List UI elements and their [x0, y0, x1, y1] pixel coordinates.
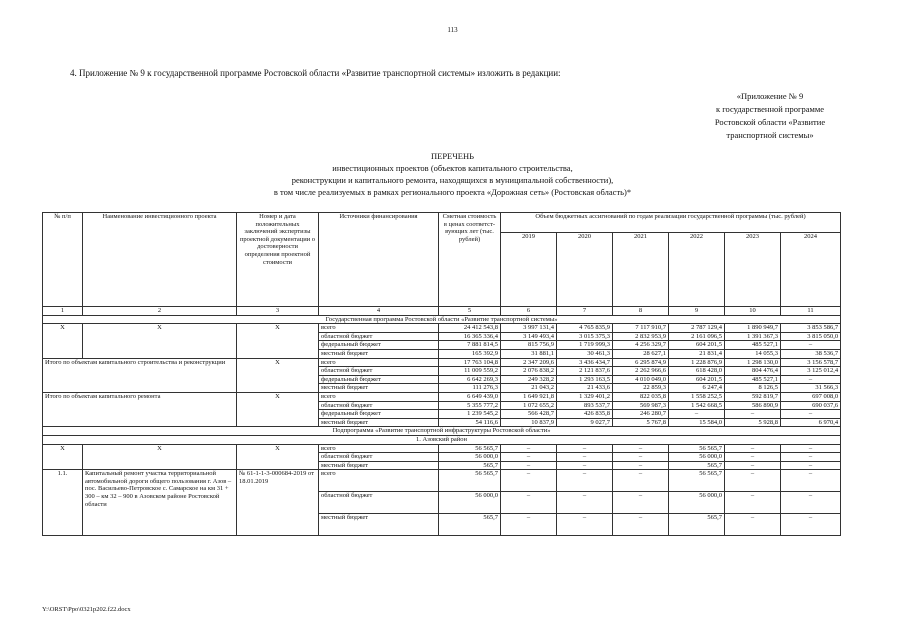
funding-source: местный бюджет — [319, 514, 439, 536]
value-cell: 21 043,2 — [501, 384, 557, 393]
funding-source: всего — [319, 358, 439, 367]
group-district-num: Х — [43, 444, 83, 470]
value-cell: 6 649 439,0 — [439, 392, 501, 401]
value-cell: 618 428,0 — [669, 367, 725, 376]
value-cell: 54 116,6 — [439, 418, 501, 427]
group-program-num: Х — [43, 324, 83, 358]
funding-source: всего — [319, 324, 439, 333]
value-cell: 3 997 131,4 — [501, 324, 557, 333]
value-cell: 22 859,3 — [613, 384, 669, 393]
value-cell: – — [557, 492, 613, 514]
value-cell: – — [781, 410, 841, 419]
value-cell: – — [781, 341, 841, 350]
value-cell: 56 565,7 — [669, 470, 725, 492]
value-cell: – — [613, 514, 669, 536]
group-district-row — [43, 444, 841, 453]
value-cell: 2 787 129,4 — [669, 324, 725, 333]
header-year: 2022 — [669, 233, 725, 307]
funding-source: федеральный бюджет — [319, 375, 439, 384]
value-cell: 1 391 367,3 — [725, 332, 781, 341]
group-program-name: Х — [83, 324, 237, 358]
value-cell: 9 027,7 — [557, 418, 613, 427]
header-name: Наименование инвестиционного проекта — [83, 213, 237, 307]
value-cell: 2 121 837,6 — [557, 367, 613, 376]
value-cell: – — [613, 470, 669, 492]
funding-source: областной бюджет — [319, 401, 439, 410]
value-cell: 10 837,9 — [501, 418, 557, 427]
appendix-line: «Приложение № 9 — [736, 91, 804, 101]
value-cell: 111 276,3 — [439, 384, 501, 393]
header-year: 2021 — [613, 233, 669, 307]
value-cell: 565,7 — [439, 461, 501, 470]
funding-source: областной бюджет — [319, 367, 439, 376]
header-expertise: Номер и дата положительных заключений экспертизы проектной документации о достоверности определения проектной стоимости — [237, 213, 319, 307]
value-cell: 822 035,8 — [613, 392, 669, 401]
group-program-row — [43, 324, 841, 333]
value-cell: 21 831,4 — [669, 349, 725, 358]
value-cell: 697 008,0 — [781, 392, 841, 401]
value-cell: 4 256 329,7 — [613, 341, 669, 350]
value-cell: 7 117 910,7 — [613, 324, 669, 333]
value-cell: – — [725, 492, 781, 514]
value-cell: 165 392,9 — [439, 349, 501, 358]
title-line: реконструкции и капитального ремонта, находящихся в муниципальной собственности), — [291, 175, 614, 185]
column-number: 11 — [781, 307, 841, 316]
value-cell: 569 987,3 — [613, 401, 669, 410]
value-cell: 31 566,3 — [781, 384, 841, 393]
value-cell: 5 355 777,2 — [439, 401, 501, 410]
column-number: 5 — [439, 307, 501, 316]
value-cell: – — [781, 453, 841, 462]
group-district-name: Х — [83, 444, 237, 470]
value-cell: 1 329 401,2 — [557, 392, 613, 401]
value-cell: – — [501, 470, 557, 492]
value-cell: – — [725, 461, 781, 470]
column-number: 9 — [669, 307, 725, 316]
funding-source: областной бюджет — [319, 492, 439, 514]
value-cell: – — [501, 514, 557, 536]
value-cell: 38 536,7 — [781, 349, 841, 358]
value-cell: 1 890 949,7 — [725, 324, 781, 333]
value-cell: 6 970,4 — [781, 418, 841, 427]
appendix-line: Ростовской области «Развитие — [714, 117, 826, 127]
value-cell: 246 280,7 — [613, 410, 669, 419]
value-cell: – — [501, 492, 557, 514]
funding-source: всего — [319, 444, 439, 453]
value-cell: – — [557, 461, 613, 470]
value-cell: 7 881 814,5 — [439, 341, 501, 350]
value-cell: 2 832 953,9 — [613, 332, 669, 341]
value-cell: 5 767,8 — [613, 418, 669, 427]
value-cell: – — [501, 444, 557, 453]
value-cell: 56 565,7 — [439, 470, 501, 492]
value-cell: 3 853 586,7 — [781, 324, 841, 333]
section-program: Государственная программа Ростовской области «Развитие транспортной системы» — [43, 315, 841, 324]
value-cell: 426 835,8 — [557, 410, 613, 419]
value-cell: 17 763 104,8 — [439, 358, 501, 367]
value-cell: 4 010 049,0 — [613, 375, 669, 384]
value-cell: 6 295 874,9 — [613, 358, 669, 367]
value-cell: 2 262 966,6 — [613, 367, 669, 376]
value-cell: 2 347 209,6 — [501, 358, 557, 367]
group-repair-expertise: Х — [237, 392, 319, 426]
value-cell: 586 890,9 — [725, 401, 781, 410]
funding-source: всего — [319, 470, 439, 492]
value-cell: 56 000,0 — [439, 492, 501, 514]
value-cell: 3 156 578,7 — [781, 358, 841, 367]
column-number: 4 — [319, 307, 439, 316]
value-cell: 2 161 096,5 — [669, 332, 725, 341]
value-cell: 566 428,7 — [501, 410, 557, 419]
value-cell: – — [613, 444, 669, 453]
group-construction-row — [43, 358, 841, 367]
value-cell: 16 365 336,4 — [439, 332, 501, 341]
file-path-footer: Y:\ORST\Ppo\0321p202.f22.docx — [42, 606, 131, 613]
project-1-1-name: Капитальный ремонт участка территориальной автомобильной дороги общего пользования г. Азов – пос. Васильево-Петровское с. Самарское на км 31 + 300 – км 32 – 900 в Азовском районе Ростовской области — [83, 470, 237, 536]
value-cell: – — [501, 453, 557, 462]
value-cell: – — [613, 461, 669, 470]
value-cell: – — [725, 453, 781, 462]
title-line: инвестиционных проектов (объектов капитального строительства, — [332, 163, 573, 173]
value-cell: 249 328,2 — [501, 375, 557, 384]
value-cell: 1 228 876,9 — [669, 358, 725, 367]
value-cell: 1 542 668,5 — [669, 401, 725, 410]
group-construction-expertise: Х — [237, 358, 319, 392]
investment-projects-table — [42, 212, 841, 536]
value-cell: – — [669, 410, 725, 419]
value-cell: 1 298 130,0 — [725, 358, 781, 367]
section-district-row — [43, 435, 841, 444]
table-header — [43, 213, 841, 307]
value-cell: 485 527,1 — [725, 375, 781, 384]
value-cell: 1 719 999,3 — [557, 341, 613, 350]
section-subprogram: Подпрограмма «Развитие транспортной инфраструктуры Ростовской области» — [43, 427, 841, 436]
value-cell: 2 076 838,2 — [501, 367, 557, 376]
value-cell: – — [781, 514, 841, 536]
funding-source: местный бюджет — [319, 349, 439, 358]
value-cell: 1 293 163,5 — [557, 375, 613, 384]
appendix-line: к государственной программе — [715, 104, 825, 114]
value-cell: 1 239 545,2 — [439, 410, 501, 419]
value-cell: 14 055,3 — [725, 349, 781, 358]
value-cell: 28 627,1 — [613, 349, 669, 358]
appendix-header — [690, 90, 850, 142]
header-source: Источники финансирования — [319, 213, 439, 307]
project-1-1-expertise: № 61-1-1-3-000684-2019 от 18.01.2019 — [237, 470, 319, 536]
value-cell: 56 000,0 — [669, 453, 725, 462]
group-district-expertise: Х — [237, 444, 319, 470]
value-cell: – — [781, 492, 841, 514]
funding-source: областной бюджет — [319, 453, 439, 462]
header-year: 2023 — [725, 233, 781, 307]
value-cell: 56 000,0 — [669, 492, 725, 514]
funding-source: местный бюджет — [319, 418, 439, 427]
value-cell: 565,7 — [669, 514, 725, 536]
value-cell: – — [557, 514, 613, 536]
value-cell: 56 565,7 — [439, 444, 501, 453]
value-cell: 893 537,7 — [557, 401, 613, 410]
value-cell: 30 461,3 — [557, 349, 613, 358]
value-cell: 3 149 493,4 — [501, 332, 557, 341]
group-repair-row — [43, 392, 841, 401]
value-cell: 815 756,9 — [501, 341, 557, 350]
appendix-line: транспортной системы» — [726, 130, 814, 140]
value-cell: – — [725, 470, 781, 492]
value-cell: 3 015 375,3 — [557, 332, 613, 341]
value-cell: – — [557, 444, 613, 453]
column-number-row — [43, 307, 841, 316]
column-number: 10 — [725, 307, 781, 316]
value-cell: 3 125 012,4 — [781, 367, 841, 376]
group-repair-name: Итого по объектам капитального ремонта — [43, 392, 237, 426]
value-cell: 1 649 921,8 — [501, 392, 557, 401]
value-cell: 21 433,6 — [557, 384, 613, 393]
value-cell: 6 642 269,3 — [439, 375, 501, 384]
value-cell: – — [557, 470, 613, 492]
header-year: 2019 — [501, 233, 557, 307]
funding-source: местный бюджет — [319, 461, 439, 470]
project-1-1-num: 1.1. — [43, 470, 83, 536]
column-number: 3 — [237, 307, 319, 316]
value-cell: – — [781, 470, 841, 492]
value-cell: 5 928,8 — [725, 418, 781, 427]
funding-source: областной бюджет — [319, 332, 439, 341]
value-cell: 15 584,0 — [669, 418, 725, 427]
section-district: 1. Азовский район — [43, 435, 841, 444]
value-cell: 3 436 434,7 — [557, 358, 613, 367]
page-number: 113 — [447, 26, 458, 34]
project-1-1-row — [43, 470, 841, 492]
value-cell: – — [781, 375, 841, 384]
value-cell: 56 000,0 — [439, 453, 501, 462]
value-cell: 485 527,1 — [725, 341, 781, 350]
funding-source: федеральный бюджет — [319, 410, 439, 419]
value-cell: 24 412 543,8 — [439, 324, 501, 333]
value-cell: 1 558 252,5 — [669, 392, 725, 401]
value-cell: – — [725, 410, 781, 419]
document-title — [0, 150, 905, 198]
value-cell: 604 201,5 — [669, 375, 725, 384]
value-cell: – — [725, 444, 781, 453]
value-cell: 8 126,5 — [725, 384, 781, 393]
title-line: в том числе реализуемых в рамках регионального проекта «Дорожная сеть» (Ростовская область)* — [273, 187, 632, 197]
column-number: 2 — [83, 307, 237, 316]
column-number: 7 — [557, 307, 613, 316]
value-cell: 6 247,4 — [669, 384, 725, 393]
intro-paragraph: 4. Приложение № 9 к государственной программе Ростовской области «Развитие транспортной системы» изложить в редакции: — [70, 68, 561, 78]
column-number: 6 — [501, 307, 557, 316]
value-cell: 1 072 655,2 — [501, 401, 557, 410]
funding-source: местный бюджет — [319, 384, 439, 393]
funding-source: всего — [319, 392, 439, 401]
value-cell: – — [613, 453, 669, 462]
value-cell: – — [613, 492, 669, 514]
value-cell: – — [501, 461, 557, 470]
table-body — [43, 307, 841, 536]
value-cell: – — [781, 444, 841, 453]
group-construction-name: Итого по объектам капитального строительства и реконструкции — [43, 358, 237, 392]
section-program-row — [43, 315, 841, 324]
header-cost: Сметная стоимость в ценах соответст-вующих лет (тыс. рублей) — [439, 213, 501, 307]
value-cell: 565,7 — [669, 461, 725, 470]
value-cell: 804 476,4 — [725, 367, 781, 376]
value-cell: 3 815 050,0 — [781, 332, 841, 341]
value-cell: – — [725, 514, 781, 536]
column-number: 1 — [43, 307, 83, 316]
funding-source: федеральный бюджет — [319, 341, 439, 350]
group-program-expertise: Х — [237, 324, 319, 358]
value-cell: 604 201,5 — [669, 341, 725, 350]
header-volume: Объем бюджетных ассигнований по годам реализации государственной программы (тыс. рублей) — [501, 213, 841, 233]
title-line: ПЕРЕЧЕНЬ — [431, 151, 474, 161]
value-cell: 565,7 — [439, 514, 501, 536]
header-num: № п/п — [43, 213, 83, 307]
value-cell: – — [557, 453, 613, 462]
value-cell: 4 765 835,9 — [557, 324, 613, 333]
value-cell: 690 037,6 — [781, 401, 841, 410]
column-number: 8 — [613, 307, 669, 316]
value-cell: 592 819,7 — [725, 392, 781, 401]
section-subprogram-row — [43, 427, 841, 436]
header-year: 2024 — [781, 233, 841, 307]
value-cell: – — [781, 461, 841, 470]
value-cell: 11 009 559,2 — [439, 367, 501, 376]
value-cell: 56 565,7 — [669, 444, 725, 453]
header-year: 2020 — [557, 233, 613, 307]
value-cell: 31 881,1 — [501, 349, 557, 358]
